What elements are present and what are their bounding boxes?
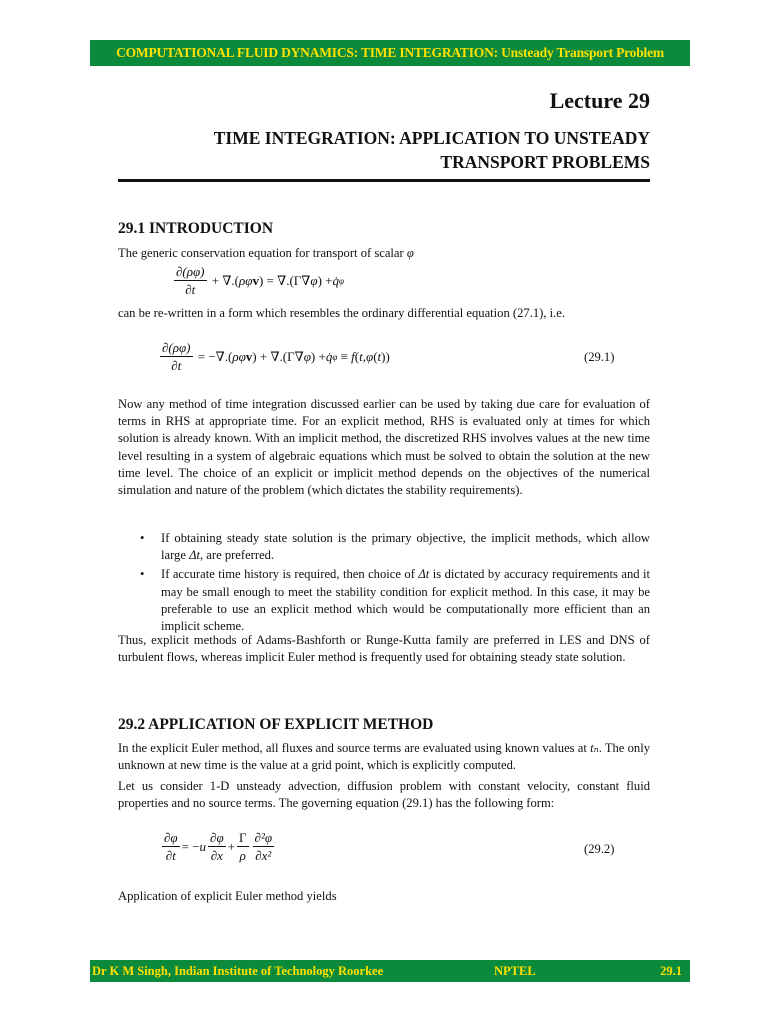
footer-author: Dr K M Singh, Indian Institute of Technology Roorkee (92, 964, 384, 978)
header-banner: COMPUTATIONAL FLUID DYNAMICS: TIME INTEGRATION: Unsteady Transport Problem (90, 40, 690, 66)
section-heading-explicit: 29.2 APPLICATION OF EXPLICIT METHOD (118, 716, 434, 733)
bullet-list (138, 530, 650, 637)
bullet-item-steady: • If obtaining steady state solution is the primary objective, the implicit methods, which allow large Δt, are preferred. (140, 531, 650, 563)
conclusion-paragraph: Thus, explicit methods of Adams-Bashforth or Runge-Kutta family are preferred in LES and DNS of turbulent flows, whereas implicit Euler method is frequently used for obtaining steady state solution. (118, 633, 650, 665)
section-heading-intro: 29.1 INTRODUCTION (118, 220, 274, 237)
bullet-item-accuracy: • If accurate time history is required, then choice of Δt is dictated by accuracy requirements and it may be small enough to meet the stability condition for explicit method. In this case, it may be preferable to use an explicit method which would be computationally more efficient than an implicit scheme. (140, 567, 651, 634)
methods-paragraph: Now any method of time integration discussed earlier can be used by taking due care for evaluation of terms in RHS at appropriate time. For an explicit method, RHS is evaluated only at times for which solution is already known. With an implicit method, the discretized RHS involves values at the new time level resulting in a system of algebraic equations which must be solved to obtain the solution at the new time level. The choice of an explicit or implicit method depends on the objectives of the numerical simulation and nature of the problem (which dictates the stability requirements). (118, 397, 650, 498)
title-line-2: TRANSPORT PROBLEMS (440, 152, 650, 172)
footer-banner (90, 960, 690, 982)
bullet-dot: • (140, 567, 145, 582)
page-title (130, 126, 650, 174)
explicit-paragraph-1: In the explicit Euler method, all fluxes and source terms are evaluated using known values at tₙ. The only unknown at new time is the value at a grid point, which is explicitly computed. (118, 741, 650, 773)
intro-text (118, 245, 650, 262)
page-number: 29.1 (660, 964, 682, 978)
conservation-equation: $\frac{\partial(\rho\varphi)}{\partial t}$ + ∇.( ρφ v ) = ∇.(Γ∇ φ ) + q̇ φ (176, 264, 344, 297)
footer-nptel: NPTEL (494, 964, 536, 978)
title-line-1: TIME INTEGRATION: APPLICATION TO UNSTEADY (213, 128, 650, 148)
bullet-dot: • (140, 531, 145, 545)
equation-number-29-1: (29.1) (584, 350, 615, 364)
delta-t-symbol: Δt (418, 567, 430, 582)
intro-sentence: The generic conservation equation for transport of scalar (118, 246, 404, 260)
lecture-number: Lecture 29 (549, 88, 650, 113)
explicit-paragraph-2: Let us consider 1-D unsteady advection, diffusion problem with constant velocity, constant fluid properties and no source terms. The governing equation (29.1) has the following form: (118, 779, 650, 811)
equation-29-2: $\frac{\partial\varphi}{\partial t}$ = − u $\frac{\partial\varphi}{\partial x}$ + $\frac{\Gamma}{\rho}$ $\frac{\text{∂²φ}}{\text{∂x²}}$ (164, 830, 273, 863)
title-rule (118, 179, 650, 182)
rewrite-text: can be re-written in a form which resembles the ordinary differential equation (27.1), i.e. (118, 306, 566, 320)
closing-text: Application of explicit Euler method yields (118, 889, 337, 903)
equation-number-29-2: (29.2) (584, 842, 615, 856)
t-n-symbol: tₙ (590, 741, 599, 755)
phi-symbol: φ (406, 246, 414, 260)
equation-29-1: $\frac{\partial(\rho\varphi)}{\partial t}$ = −∇.( ρφ v ) + ∇.(Γ∇ φ ) + q̇ φ ≡ f ( t , φ ( t )) (162, 340, 390, 373)
delta-t-symbol: Δt (189, 548, 200, 563)
